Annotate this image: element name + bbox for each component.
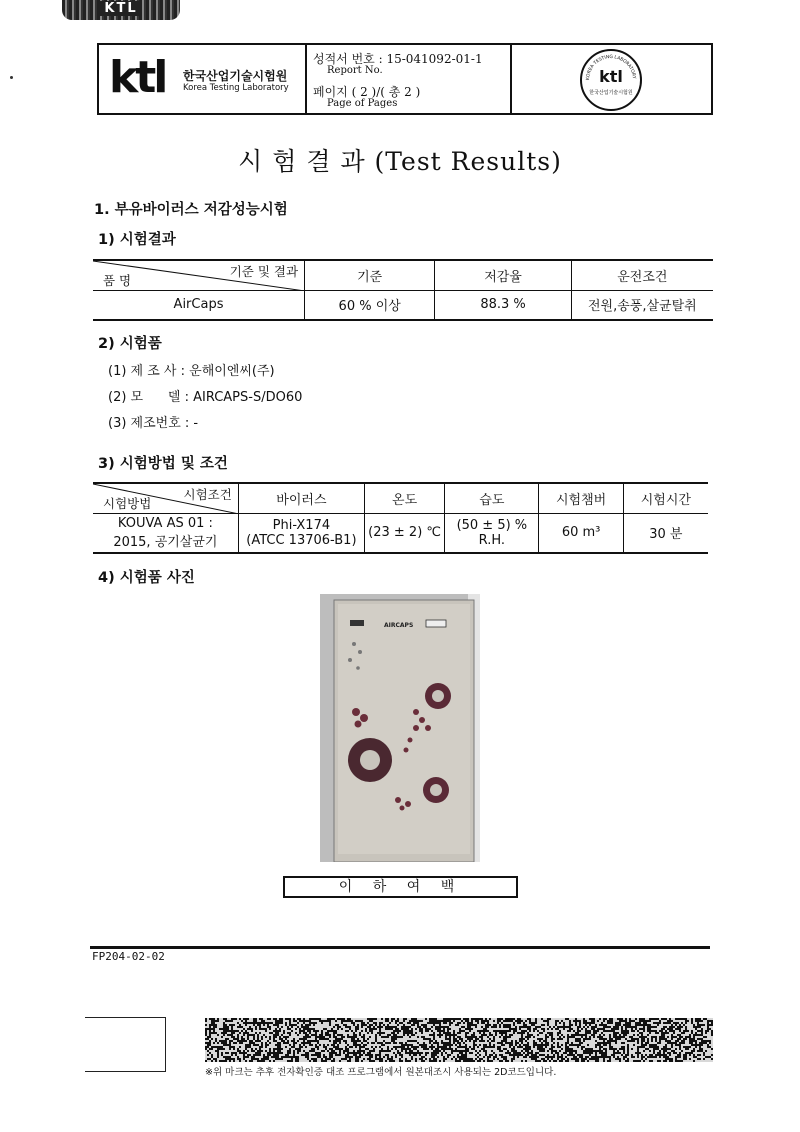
virus-cell: Phi-X174 (ATCC 13706-B1) xyxy=(238,513,364,553)
logo-cell xyxy=(99,45,307,113)
method-header-cell: 습도 xyxy=(445,483,539,513)
form-code: FP204-02-02 xyxy=(92,950,165,963)
logo-korean-name: 한국산업기술시험원 xyxy=(183,69,288,83)
section-heading: 1. 부유바이러스 저감성능시험 xyxy=(94,202,288,218)
results-heading: 1) 시험결과 xyxy=(98,232,176,248)
page-number-sub: Page of Pages xyxy=(327,98,398,109)
time-cell: 30 분 xyxy=(623,513,708,553)
seal-cell xyxy=(512,45,715,113)
method-header-cell: 온도 xyxy=(364,483,444,513)
sample-line: (2) 모 델 : AIRCAPS-S/DO60 xyxy=(108,390,303,405)
page-title: 시 험 결 과 (Test Results) xyxy=(238,147,562,176)
method-header-cell: 바이러스 xyxy=(238,483,364,513)
top-stamp: KTL xyxy=(62,0,180,20)
verification-stub xyxy=(85,1017,166,1072)
barcode-pattern xyxy=(205,1018,713,1062)
results-header-cell: 기준 xyxy=(305,260,435,290)
results-cell: 88.3 % xyxy=(435,290,571,320)
seal-sub: 한국산업기술시험원 xyxy=(589,90,633,96)
results-diag-header: 기준 및 결과 품 명 xyxy=(93,260,305,290)
end-of-content-box: 이 하 여 백 xyxy=(283,876,518,898)
method-cell: KOUVA AS 01 : 2015, 공기살균기 xyxy=(93,513,238,553)
footer-rule xyxy=(90,946,710,949)
ktl-seal-icon xyxy=(580,49,642,111)
method-diag-header: 시험조건 시험방법 xyxy=(93,483,238,513)
report-info-cell xyxy=(307,45,512,113)
method-header-cell: 시험챔버 xyxy=(539,483,623,513)
product-photo xyxy=(320,594,480,862)
report-number: 성적서 번호 : 15-041092-01-1 xyxy=(313,52,483,66)
sample-line: (3) 제조번호 : - xyxy=(108,416,199,431)
method-header-cell: 시험시간 xyxy=(623,483,708,513)
2d-barcode xyxy=(205,1018,713,1062)
temperature-cell: (23 ± 2) ℃ xyxy=(364,513,444,553)
page-number: 페이지 ( 2 )/( 총 2 ) xyxy=(313,85,421,99)
report-header xyxy=(97,43,713,115)
results-header-cell: 저감율 xyxy=(435,260,571,290)
method-heading: 3) 시험방법 및 조건 xyxy=(98,456,228,472)
report-number-sub: Report No. xyxy=(327,65,383,76)
sample-heading: 2) 시험품 xyxy=(98,336,162,352)
ktl-logo: ktl xyxy=(109,52,166,103)
svg-text:KOREA TESTING LABORATORY: KOREA TESTING LABORATORY xyxy=(585,54,636,81)
sample-line: (1) 제 조 사 : 운해이엔씨(주) xyxy=(108,364,275,379)
barcode-footnote: ※위 마크는 추후 전자확인증 대조 프로그램에서 원본대조시 사용되는 2D코드입니다. xyxy=(205,1067,557,1078)
results-table xyxy=(93,259,713,321)
humidity-cell: (50 ± 5) % R.H. xyxy=(445,513,539,553)
results-cell: 전원,송풍,살균탈취 xyxy=(571,290,713,320)
chamber-cell: 60 m³ xyxy=(539,513,623,553)
results-cell: 60 % 이상 xyxy=(305,290,435,320)
results-cell: AirCaps xyxy=(93,290,305,320)
results-header-cell: 운전조건 xyxy=(571,260,713,290)
scan-speck xyxy=(10,76,13,79)
svg-text:AIRCAPS: AIRCAPS xyxy=(384,622,414,629)
air-sterilizer-image xyxy=(320,594,480,862)
method-table xyxy=(93,482,708,554)
logo-english-name: Korea Testing Laboratory xyxy=(183,83,289,93)
photo-heading: 4) 시험품 사진 xyxy=(98,570,195,586)
seal-mark: ktl xyxy=(599,67,623,86)
